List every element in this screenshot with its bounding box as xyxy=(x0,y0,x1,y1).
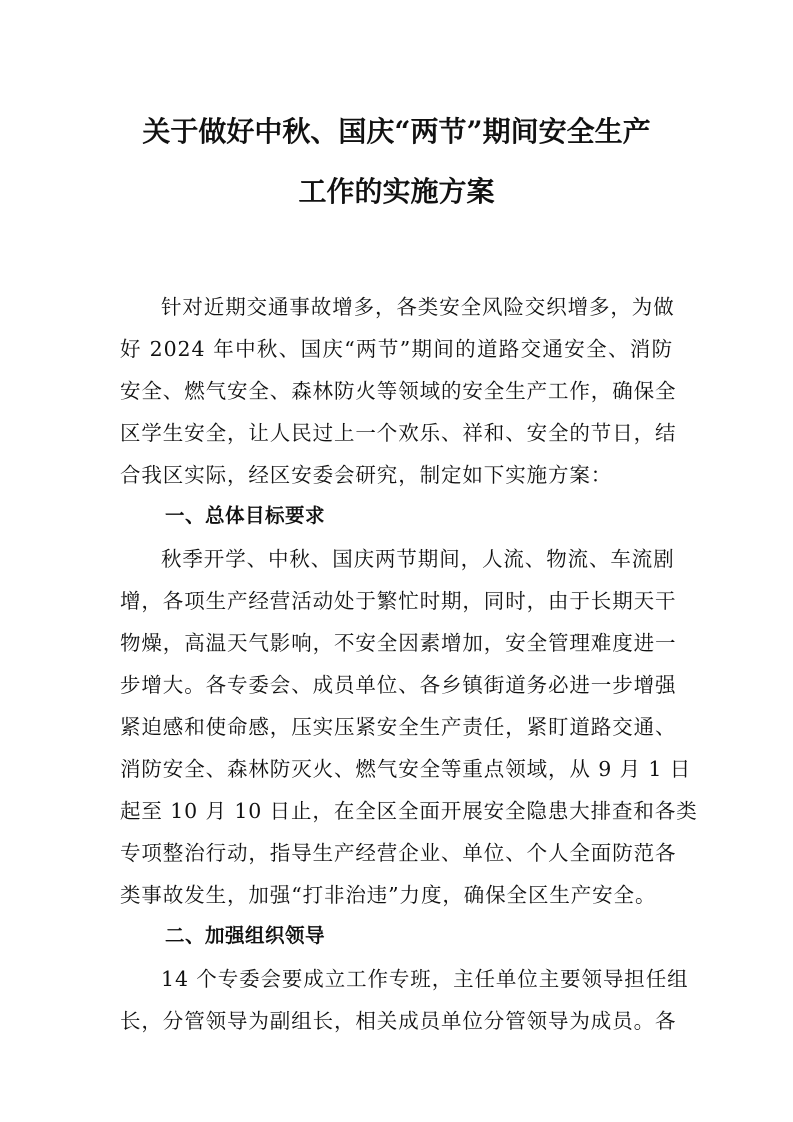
document-title-line-1: 关于做好中秋、国庆“两节”期间安全生产 xyxy=(142,115,651,148)
section2-line: 长，分管领导为副组长，相关成员单位分管领导为成员。各 xyxy=(120,1009,677,1033)
section-heading-2: 二、加强组织领导 xyxy=(165,924,326,947)
intro-line: 区学生安全，让人民过上一个欢乐、祥和、安全的节日，结 xyxy=(120,421,677,445)
intro-line: 针对近期交通事故增多，各类安全风险交织增多，为做 xyxy=(161,295,675,319)
section1-line: 消防安全、森林防灭火、燃气安全等重点领域，从 9 月 1 日 xyxy=(120,757,692,781)
section1-line: 物燥，高温天气影响，不安全因素增加，安全管理难度进一 xyxy=(120,631,677,655)
section-heading-1: 一、总体目标要求 xyxy=(165,504,326,527)
section1-line: 类事故发生，加强“打非治违”力度，确保全区生产安全。 xyxy=(120,883,657,907)
section1-line: 起至 10 月 10 日止，在全区全面开展安全隐患大排查和各类 xyxy=(120,799,698,823)
intro-line: 合我区实际，经区安委会研究，制定如下实施方案： xyxy=(120,463,613,487)
intro-line: 好 2024 年中秋、国庆“两节”期间的道路交通安全、消防 xyxy=(120,337,673,361)
section1-line: 紧迫感和使命感，压实压紧安全生产责任，紧盯道路交通、 xyxy=(120,715,677,739)
section1-line: 增，各项生产经营活动处于繁忙时期，同时，由于长期天干 xyxy=(120,589,677,613)
section1-line: 步增大。各专委会、成员单位、各乡镇街道务必进一步增强 xyxy=(120,673,677,697)
document-title-line-2: 工作的实施方案 xyxy=(298,175,495,208)
intro-line: 安全、燃气安全、森林防火等领域的安全生产工作，确保全 xyxy=(120,379,677,403)
section1-line: 秋季开学、中秋、国庆两节期间，人流、物流、车流剧 xyxy=(161,547,675,571)
section1-line: 专项整治行动，指导生产经营企业、单位、个人全面防范各 xyxy=(120,841,677,865)
section2-line: 14 个专委会要成立工作专班，主任单位主要领导担任组 xyxy=(161,967,689,991)
